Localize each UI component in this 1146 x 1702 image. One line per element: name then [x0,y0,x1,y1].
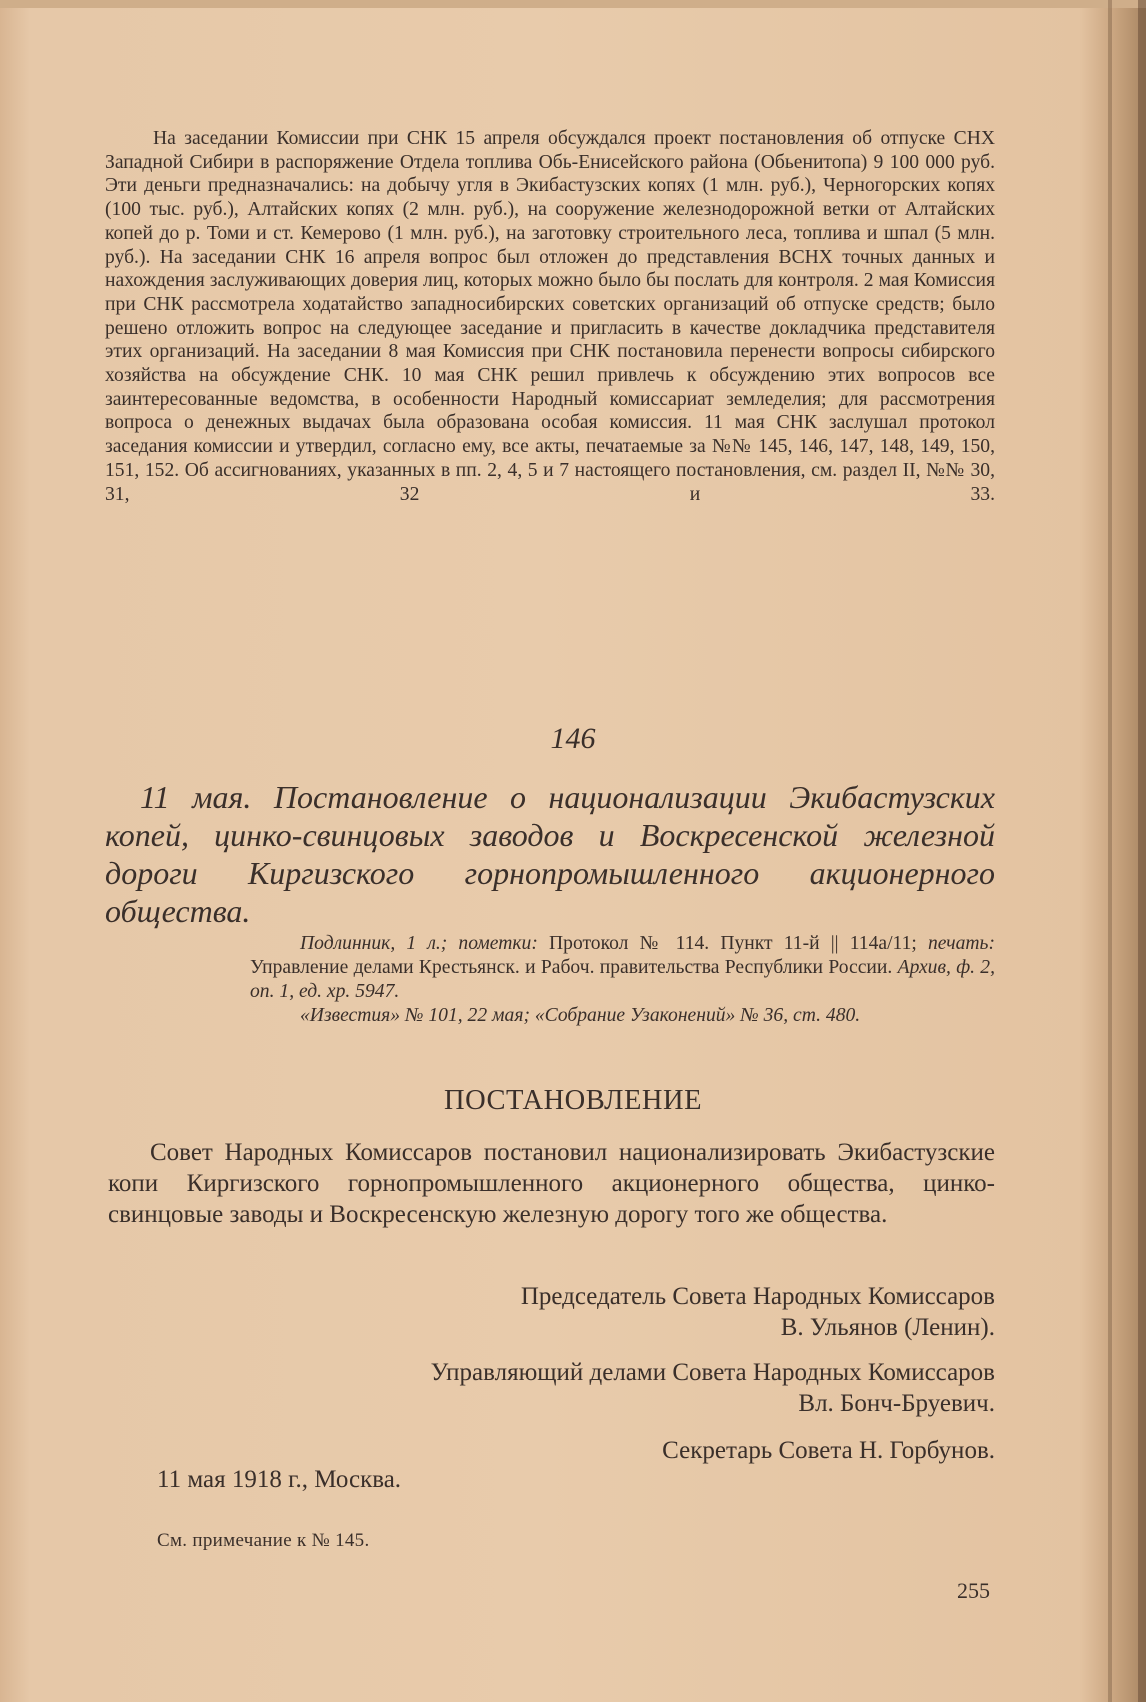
decree-heading: ПОСТАНОВЛЕНИЕ [444,1085,702,1116]
see-note: См. примечание к № 145. [157,1530,370,1551]
signature-chairman [521,1281,995,1343]
decree-body: Совет Народных Комиссаров постановил национализировать Экибастузские копи Киргизского горнопромышленного акционерного общества, цинко-свинцовые заводы и Воскресенскую железную дорогу того же общества. [108,1139,995,1228]
signature-name: Н. Горбунов. [858,1437,995,1464]
signature-name: В. Ульянов (Ленин). [780,1314,995,1341]
page-right-edge [1138,0,1146,1702]
source-original-label: Подлинник, 1 л.; пометки: [300,933,538,954]
editorial-note: На заседании Комиссии при СНК 15 апреля обсуждался проект постановления об отпуске СНХ Западной Сибири в распоряжение Отдела топлива Обь-Енисейского района (Обьенитопа) 9 100 000 руб. Эти деньги предназначались: на добычу угля в Экибастузских копях (1 млн. руб.), Черногорских копях (100 тыс. руб.), Алтайских копях (2 млн. руб.), на сооружение железнодорожной ветки от Алтайских копей до р. Томи и ст. Кемерово (1 млн. руб.), на заготовку строительного леса, топлива и шпал (5 млн. руб.). На заседании СНК 16 апреля вопрос был отложен до представления ВСНХ точных данных и нахождения заслуживающих доверия лиц, которых можно было бы послать для контроля. 2 мая Комиссия при СНК рассмотрела ходатайство западносибирских советских организаций об отпуске средств; было решено отложить вопрос на следующее заседание и пригласить в качестве докладчика представителя этих организаций. На заседании 8 мая Комиссия при СНК постановила перенести вопросы сибирского хозяйства на обсуждение СНК. 10 мая СНК решил привлечь к обсуждению этих вопросов все заинтересованные ведомства, в особенности Народный комиссариат земледелия; для рассмотрения вопроса о денежных выдачах была образована особая комиссия. 11 мая СНК заслушал протокол заседания комиссии и утвердил, согласно ему, все акты, печатаемые за №№ 145, 146, 147, 148, 149, 150, 151, 152. Об ассигнованиях, указанных в пп. 2, 4, 5 и 7 настоящего постановления, см. раздел II, №№ 30, 31, 32 и 33. [105,128,995,505]
source-stamp-label: печать: [928,933,995,954]
source-publication: «Известия» № 101, 22 мая; «Собрание Узаконений» № 36, ст. 480. [300,1005,861,1026]
source-marks: Протокол № 114. Пункт 11-й || 114а/11; [549,933,917,954]
date-place: 11 мая 1918 г., Москва. [157,1466,402,1493]
source-publication-line [250,1004,995,1028]
page-top-edge [0,0,1146,8]
signature-name: Вл. Бонч-Бруевич. [798,1390,995,1417]
signature-position: Председатель Совета Народных Комиссаров [520,1283,995,1310]
source-stamp: Управление делами Крестьянск. и Рабоч. правительства Республики России. [250,957,893,978]
document-number: 146 [550,722,596,755]
source-archive: Архив, ф. 2, оп. 1, ед. хр. 5947. [250,957,996,1002]
document-title: 11 мая. Постановление о национализации Экибастузских копей, цинко-свинцовых заводов и Воскресенской железной дороги Киргизского горнопромышленного акционерного общества. [105,779,995,929]
signature-position: Секретарь Совета [662,1437,853,1464]
source-archive-line [250,932,995,1004]
page-number: 255 [957,1578,990,1603]
signature-secretary [662,1435,995,1466]
signature-position: Управляющий делами Совета Народных Комиссаров [430,1359,995,1386]
signature-manager [431,1357,995,1419]
page-fold-line [1108,0,1112,1702]
source-reference [250,932,995,1028]
